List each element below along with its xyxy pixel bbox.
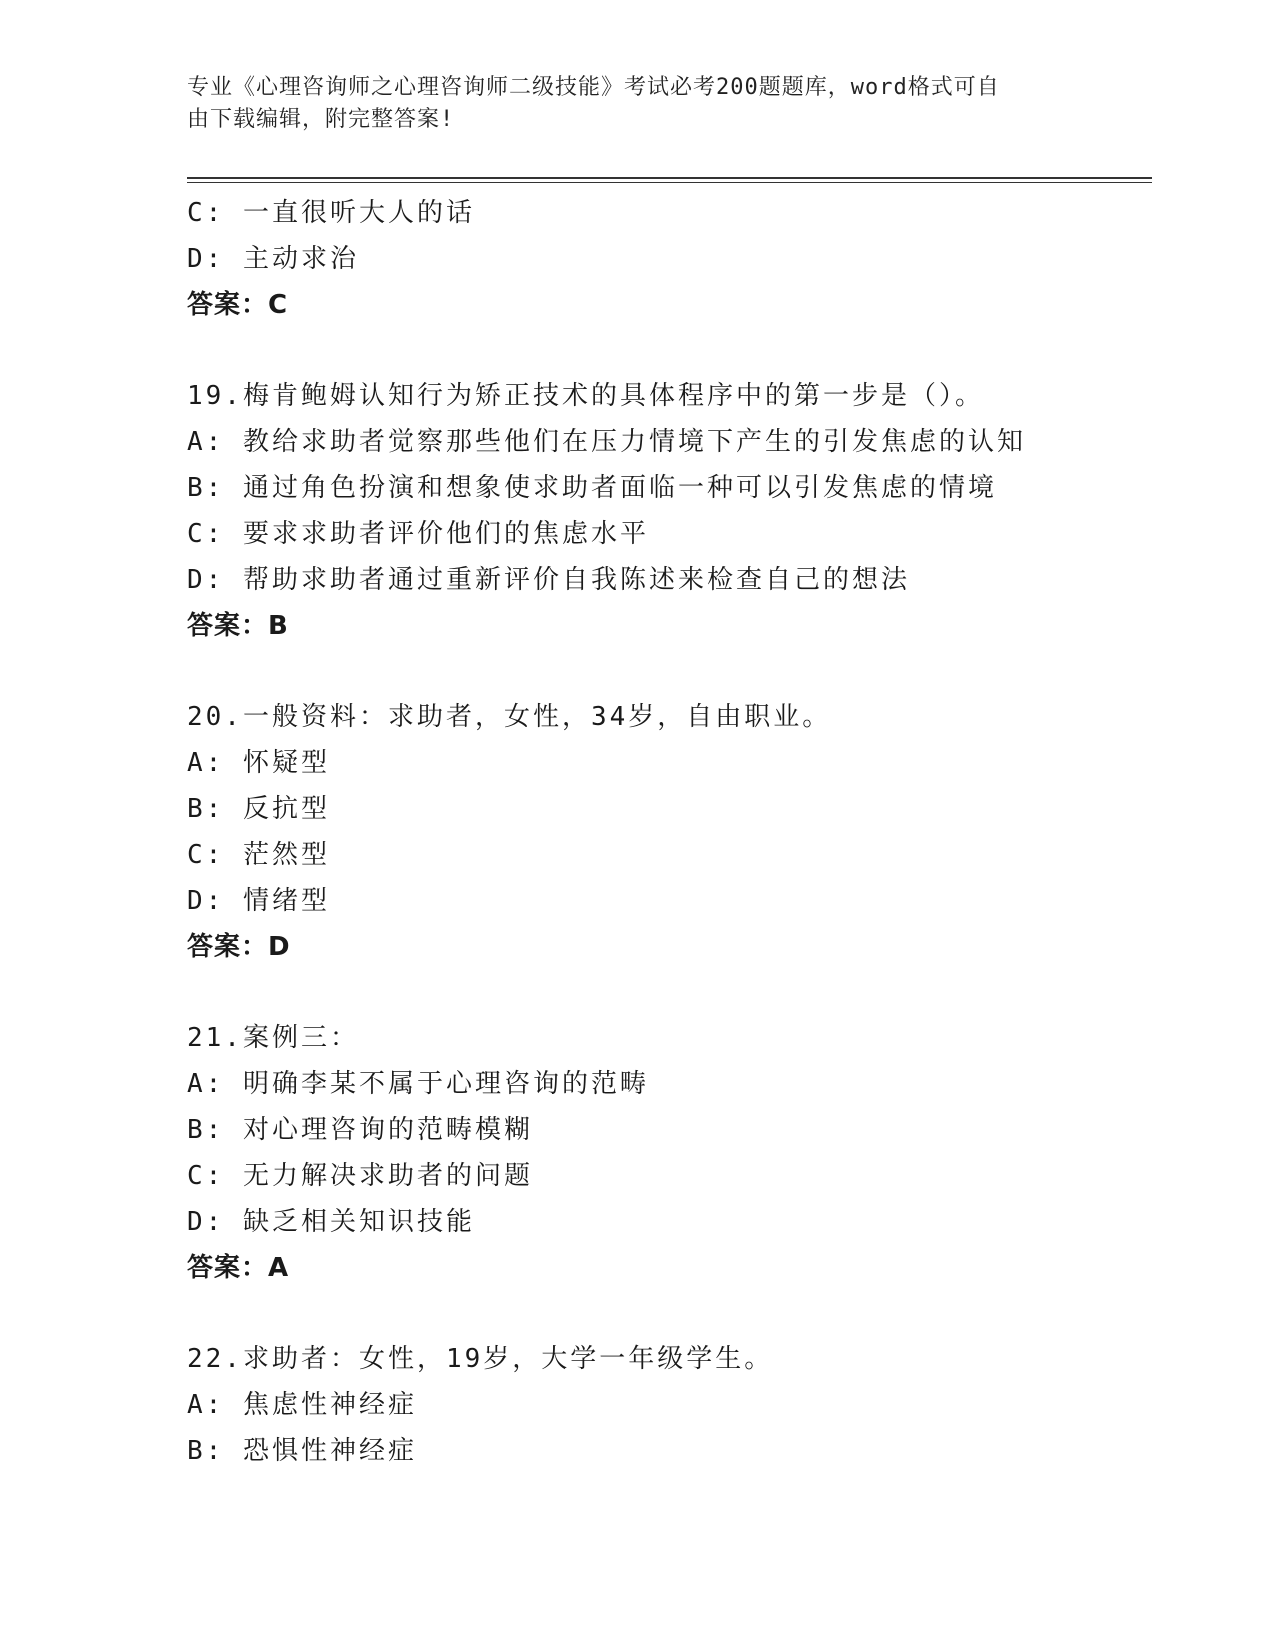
answer-label: 答案：B: [187, 611, 289, 641]
option-b: B: 反抗型: [187, 794, 330, 824]
option-d: D: 缺乏相关知识技能: [187, 1207, 475, 1237]
option-c: C: 无力解决求助者的问题: [187, 1161, 533, 1191]
option-b: B: 对心理咨询的范畴模糊: [187, 1115, 533, 1145]
option-b: B: 通过角色扮演和想象使求助者面临一种可以引发焦虑的情境: [187, 473, 997, 503]
question-20: [187, 694, 1152, 970]
answer-label: 答案：A: [187, 1253, 290, 1283]
option-d: D: 情绪型: [187, 886, 330, 916]
header-divider-thick: [187, 177, 1152, 179]
option-d: D: 帮助求助者通过重新评价自我陈述来检查自己的想法: [187, 565, 910, 595]
question-stem: 22.求助者：女性，19岁，大学一年级学生。: [187, 1344, 774, 1374]
option-b: B: 恐惧性神经症: [187, 1436, 417, 1466]
question-22: [187, 1336, 1152, 1474]
header-line-2: 由下载编辑，附完整答案!: [187, 107, 455, 132]
option-a: A: 教给求助者觉察那些他们在压力情境下产生的引发焦虑的认知: [187, 427, 1026, 457]
question-stem: 19.梅肯鲍姆认知行为矫正技术的具体程序中的第一步是（）。: [187, 381, 984, 411]
question-21: [187, 1015, 1152, 1291]
option-c: C: 茫然型: [187, 840, 330, 870]
document-header: [187, 72, 1067, 136]
option-c: C: 要求求助者评价他们的焦虑水平: [187, 519, 649, 549]
option-a: A: 怀疑型: [187, 748, 330, 778]
question-stem: 20.一般资料：求助者，女性，34岁，自由职业。: [187, 702, 832, 732]
question-fragment: [187, 190, 1152, 328]
question-list: [187, 190, 1152, 1474]
option-a: A: 焦虑性神经症: [187, 1390, 417, 1420]
option-a: A: 明确李某不属于心理咨询的范畴: [187, 1069, 649, 1099]
header-divider-thin: [187, 182, 1152, 183]
answer-label: 答案：C: [187, 290, 289, 320]
option-d: D: 主动求治: [187, 244, 359, 274]
answer-label: 答案：D: [187, 932, 291, 962]
question-19: [187, 373, 1152, 649]
option-c: C: 一直很听大人的话: [187, 198, 475, 228]
question-stem: 21.案例三：: [187, 1023, 359, 1053]
header-line-1: 专业《心理咨询师之心理咨询师二级技能》考试必考200题题库，word格式可自: [187, 75, 1000, 100]
